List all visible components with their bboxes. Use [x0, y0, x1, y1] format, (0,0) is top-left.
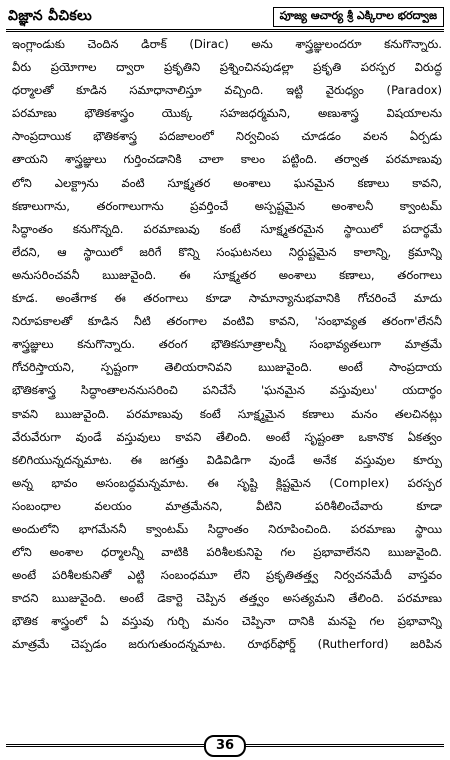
text-line: భౌతికశాస్త్ర సిద్ధాంతాలననుసరించి పనిచేసే 'ఘనమైన వస్తువులు' యదార్థం — [12, 383, 442, 398]
text-line: మాత్రమే చెప్పడం జరుగుతుందన్నమాట. రూథర్‌ఫోర్డ్ (Rutherford) జరిపిన — [12, 637, 442, 652]
page-body — [12, 33, 442, 657]
text-line: సాంప్రదాయిక భౌతికశాస్త్ర పదజాలంలో నిర్వచింప చూడడం వలన ఏర్పడు — [12, 129, 442, 144]
text-line: అందులోని భాగమేననీ క్వాంటమ్ సిద్ధాంతం నిరూపించింది. పరమాణు స్థాయి — [12, 521, 442, 536]
text-line: అనుసరించవనీ ఋజువైంది. ఈ సూక్ష్మతర అంశాలు కణాలు, తరంగాలు — [12, 267, 442, 282]
text-line: కాదని ఋజువైంది. అంటే డెకార్టె చెప్పిన తత్త్వం అసత్యమని తేలింది. పరమాణు — [12, 591, 442, 606]
text-line: నిరూపకాలతో కూడిన నీటి తరంగాల వంటివి కావని, 'సంభావ్యత తరంగా'లేననీ — [12, 314, 442, 329]
text-line: అన్న భావం అసంబద్ధమన్నమాట. ఈ సృష్టి క్లిష్టమైన (Complex) పరస్పర — [12, 475, 442, 490]
text-line: సిద్ధాంతం కనుగొన్నది. పరమాణువు కంటే సూక్ష్మతరమైన స్థాయిలో పదార్థమే — [12, 221, 442, 236]
text-line: ఇంగ్లాండుకు చెందిన డిరాక్ (Dirac) అను శాస్త్రజ్ఞులందరూ కనుగొన్నారు. — [12, 37, 442, 51]
text-line: అంటే పరిశీలకునితో ఎట్టి సంబంధమూ లేని ప్రకృతితత్త్వ నిర్వచనమేదీ వాస్తవం — [12, 568, 442, 583]
text-line: వీరు ప్రయోగాల ద్వారా ప్రకృతిని ప్రశ్నించినపుడల్లా ప్రకృతి పరస్పర విరుద్ధ — [12, 60, 442, 75]
text-line: తాయని శాస్త్రజ్ఞులు గుర్తించడానికి చాలా కాలం పట్టింది. తర్వాత పరమాణువు — [12, 152, 442, 167]
text-line: లేదని, ఆ స్థాయిలో జరిగే కొన్ని సంఘటనలు నిర్దుష్టమైన కాలాన్ని, క్రమాన్ని — [12, 244, 442, 259]
text-line: పరమాణు భౌతికశాస్త్రం యొక్క సహజధర్మమని, అణుశాస్త్ర విషయాలను — [12, 106, 442, 121]
text-line: లోని ఎలక్ట్రాను వంటి సూక్ష్మతర అంశాలు ఘనమైన కణాలు కావని, — [12, 175, 442, 190]
text-line: లోని అంశాల ధర్మాలన్నీ వాటికి పరిశీలకునిపై గల ప్రభావాలేనని ఋజువైంది. — [12, 545, 442, 560]
page-footer — [6, 735, 444, 755]
text-line: సంబంధాల వలయం మాత్రమేనని, వీటిని పరిశీలించేవారు కూడా — [12, 498, 442, 513]
text-line: భౌతిక శాస్త్రంలో ఏ వస్తువు గుర్చి మనం చెప్పినా దానికి మనపై గల ప్రభావాన్ని — [12, 614, 442, 629]
text-line: ధర్మాలతో కూడిన సమాధానాలిస్తూ వచ్చింది. ఇట్టి వైరుధ్యం (Paradox) — [12, 83, 442, 98]
page-number: 36 — [204, 735, 246, 757]
running-header — [6, 3, 444, 32]
text-line: గోచరిస్తాయని, స్పష్టంగా తెలియరానివని ఋజువైంది. అంటే సాంప్రదాయ — [12, 360, 442, 375]
text-line: కూడ. అంతేగాక ఈ తరంగాలు కూడా సామాన్యానుభవానికి గోచరించే మాదు — [12, 291, 442, 306]
text-line: శాస్త్రజ్ఞులు కనుగొన్నారు. తరంగ భౌతికసూత్రాలన్నీ సంభావ్యతలుగా మాత్రమే — [12, 337, 442, 352]
text-line: కలిగియున్నదన్నమాట. ఈ జగత్తు విడివిడిగా వుండే అనేక వస్తువుల కూర్పు — [12, 452, 442, 467]
text-line: కణాలుగాను, తరంగాలుగాను ప్రవర్తించే అస్పష్టమైన అంశాలనీ క్వాంటమ్ — [12, 198, 442, 213]
book-title: విజ్ఞాన వీచికలు — [8, 8, 93, 24]
text-line: వేరువేరుగా వుండే వస్తువులు కావని తేలింది. అంటే సృష్టంతా ఒకానొక ఏకత్వం — [12, 429, 442, 444]
author-name: పూజ్య ఆచార్య శ్రీ ఎక్కిరాల భరద్వాజ — [273, 7, 444, 27]
text-line: కావని ఋజువైంది. పరమాణువు కంటే సూక్ష్మమైన కణాలు మనం తలచినట్లు — [12, 406, 442, 421]
